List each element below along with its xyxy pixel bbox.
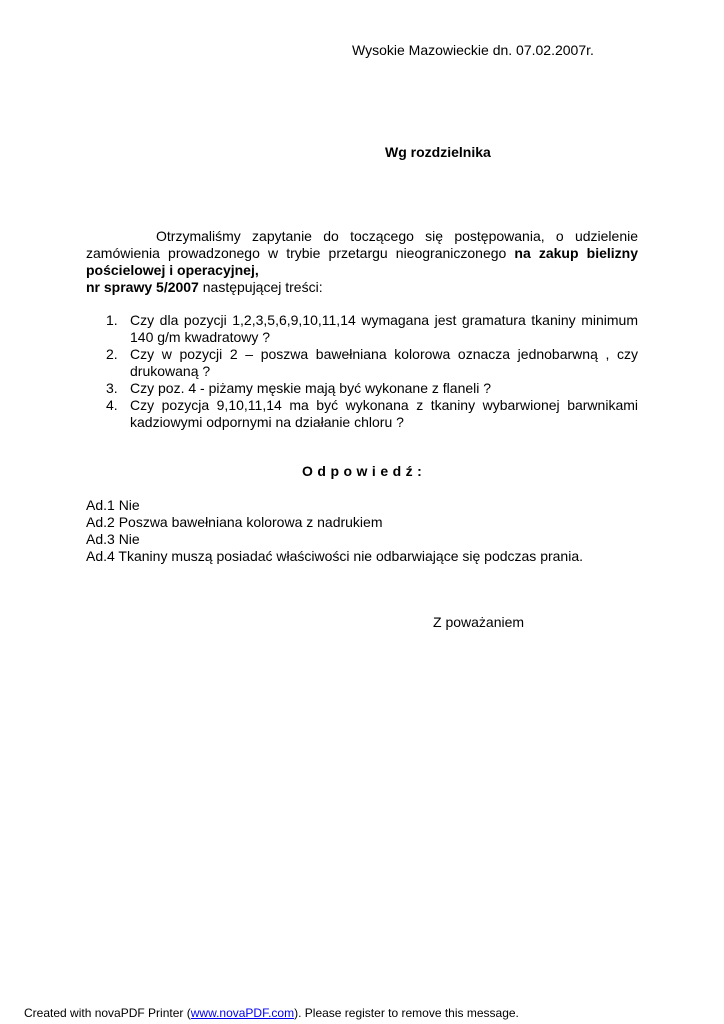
- question-text: Czy poz. 4 - piżamy męskie mają być wykonane z flaneli ?: [130, 380, 492, 396]
- answer-item: Ad.3 Nie: [86, 531, 140, 547]
- answer-item: Ad.1 Nie: [86, 497, 140, 513]
- question-number: 2.: [106, 346, 118, 362]
- footer-link[interactable]: www.novaPDF.com: [190, 1006, 295, 1020]
- recipient: Wg rozdzielnika: [385, 144, 491, 160]
- footer-watermark: [24, 1006, 519, 1020]
- intro-subject: na zakup bielizny pościelowej i operacyjnej,: [86, 245, 638, 278]
- closing: Z poważaniem: [433, 614, 525, 630]
- question-list: [106, 312, 638, 431]
- question-item: [106, 346, 638, 380]
- answer-heading: Odpowiedź:: [302, 463, 427, 479]
- answer-item: Ad.4 Tkaniny muszą posiadać właściwości nie odbarwiające się podczas prania.: [86, 548, 583, 564]
- question-text: Czy w pozycji 2 – poszwa bawełniana kolorowa oznacza jednobarwną , czy drukowaną ?: [130, 346, 638, 379]
- footer-prefix: Created with novaPDF Printer (: [24, 1006, 191, 1020]
- intro-text: Otrzymaliśmy zapytanie do toczącego się postępowania, o udzielenie zamówienia prowadzonego w trybie przetargu nieograniczonego: [86, 228, 638, 261]
- question-item: [106, 380, 638, 397]
- case-number: nr sprawy 5/2007: [86, 279, 199, 295]
- intro-text-end: następującej treści:: [198, 279, 323, 295]
- question-number: 3.: [106, 380, 118, 396]
- answer-list: [86, 497, 583, 565]
- question-number: 4.: [106, 397, 118, 413]
- question-number: 1.: [106, 312, 118, 328]
- question-item: [106, 397, 638, 431]
- answer-item: Ad.2 Poszwa bawełniana kolorowa z nadrukiem: [86, 514, 383, 530]
- intro-paragraph: [86, 228, 638, 296]
- question-item: [106, 312, 638, 346]
- footer-suffix: ). Please register to remove this message.: [294, 1006, 519, 1020]
- place-date: Wysokie Mazowieckie dn. 07.02.2007r.: [352, 42, 594, 58]
- question-text: Czy pozycja 9,10,11,14 ma być wykonana z tkaniny wybarwionej barwnikami kadziowymi odpornymi na działanie chloru ?: [130, 397, 638, 430]
- question-text: Czy dla pozycji 1,2,3,5,6,9,10,11,14 wymagana jest gramatura tkaniny minimum 140 g/m kwadratowy ?: [130, 312, 638, 345]
